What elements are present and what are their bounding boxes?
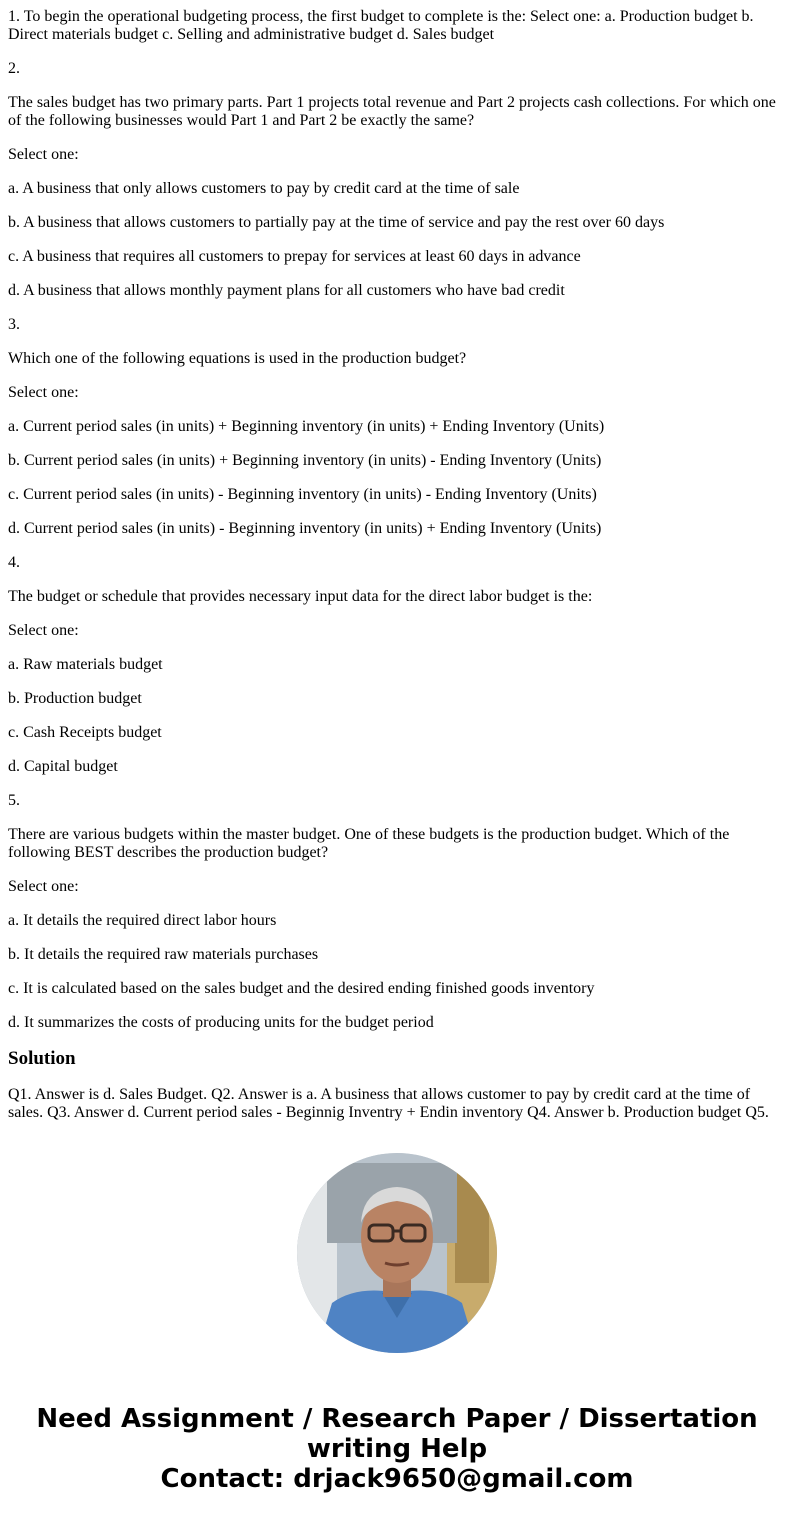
question-3-option-c: c. Current period sales (in units) - Beginning inventory (in units) - Ending Inventory (Units) [8,486,597,503]
promo-banner [0,1404,794,1494]
question-2-number: 2. [8,60,20,77]
portrait-image [297,1153,497,1353]
question-4-number: 4. [8,554,20,571]
question-5-prompt: There are various budgets within the master budget. One of these budgets is the production budget. Which of the following BEST describes the production budget? [8,826,730,861]
question-4-select-label: Select one: [8,622,79,639]
author-avatar [297,1153,497,1353]
question-2-select-label: Select one: [8,146,79,163]
question-2-option-a: a. A business that only allows customers to pay by credit card at the time of sale [8,180,520,197]
question-3-option-b: b. Current period sales (in units) + Beginning inventory (in units) - Ending Inventory (Units) [8,452,602,469]
question-2-option-d: d. A business that allows monthly payment plans for all customers who have bad credit [8,282,565,299]
question-5-select-label: Select one: [8,878,79,895]
question-5-option-b: b. It details the required raw materials purchases [8,946,319,963]
question-4-option-a: a. Raw materials budget [8,656,163,673]
question-4-option-d: d. Capital budget [8,758,118,775]
question-2-option-c: c. A business that requires all customers to prepay for services at least 60 days in advance [8,248,581,265]
question-3-option-d: d. Current period sales (in units) - Beginning inventory (in units) + Ending Inventory (Units) [8,520,602,537]
question-2-prompt: The sales budget has two primary parts. Part 1 projects total revenue and Part 2 projects cash collections. For which one of the following businesses would Part 1 and Part 2 be exactly the same? [8,94,776,129]
question-3-number: 3. [8,316,20,333]
document-body [8,8,786,1124]
question-4-option-c: c. Cash Receipts budget [8,724,162,741]
question-3-option-a: a. Current period sales (in units) + Beginning inventory (in units) + Ending Inventory (Units) [8,418,605,435]
promo-contact: Contact: drjack9650@gmail.com [160,1464,634,1494]
solution-heading: Solution [8,1048,76,1069]
question-5-option-a: a. It details the required direct labor hours [8,912,277,929]
question-list [8,60,786,1032]
question-5-option-d: d. It summarizes the costs of producing units for the budget period [8,1014,434,1031]
promo-line-1: Need Assignment / Research Paper / Dissertation [36,1404,758,1434]
question-5-number: 5. [8,792,20,809]
question-4-prompt: The budget or schedule that provides necessary input data for the direct labor budget is the: [8,588,593,605]
promo-line-2: writing Help [306,1434,488,1464]
question-5-option-c: c. It is calculated based on the sales budget and the desired ending finished goods inventory [8,980,595,997]
question-3-prompt: Which one of the following equations is used in the production budget? [8,350,467,367]
question-4-option-b: b. Production budget [8,690,142,707]
question-1-text: 1. To begin the operational budgeting process, the first budget to complete is the: Select one: a. Production budget b. Direct materials budget c. Selling and administrative budget d. Sales budget [8,8,754,43]
question-3-select-label: Select one: [8,384,79,401]
solution-text: Q1. Answer is d. Sales Budget. Q2. Answer is a. A business that allows customer to pay by credit card at the time of sales. Q3. Answer d. Current period sales - Beginnig Inventry + Endin inventory Q4. Answer b. Production budget Q5. [8,1086,769,1121]
question-2-option-b: b. A business that allows customers to partially pay at the time of service and pay the rest over 60 days [8,214,665,231]
